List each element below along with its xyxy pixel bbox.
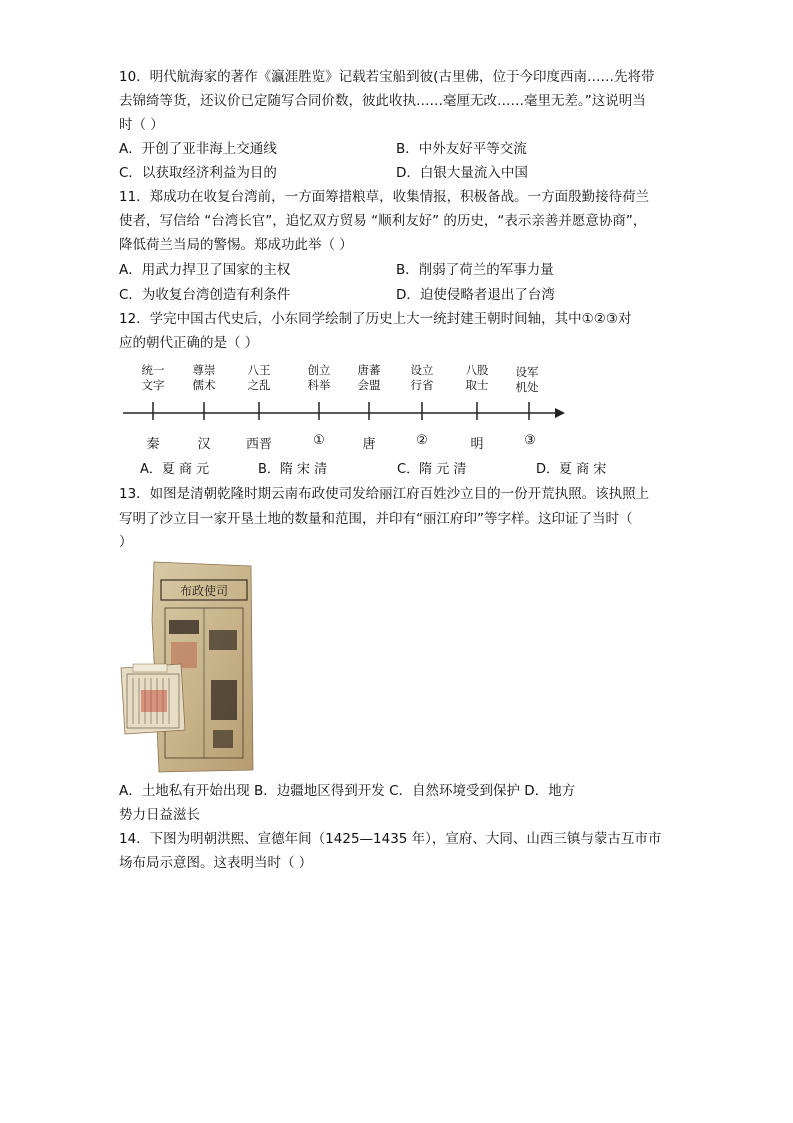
q10-stem-line3: 时（ ） xyxy=(119,117,164,133)
q11-stem-line1: 11．郑成功在收复台湾前，一方面筹措粮草，收集情报，积极备战。一方面殷勤接待荷兰 xyxy=(119,189,650,205)
timeline-event: 统一 文字 xyxy=(141,363,165,392)
q13-options-line2: 势力日益滋长 xyxy=(119,807,200,823)
q11-option-d[interactable]: D．迫使侵略者退出了台湾 xyxy=(396,287,555,303)
q10-option-a[interactable]: A．开创了亚非海上交通线 xyxy=(119,141,277,157)
q11-stem-line3: 降低荷兰当局的警惕。郑成功此举（ ） xyxy=(119,237,353,253)
q11-option-b[interactable]: B．削弱了荷兰的军事力量 xyxy=(396,262,554,278)
q11-option-c[interactable]: C．为收复台湾创造有利条件 xyxy=(119,287,291,303)
timeline-dynasty: 秦 xyxy=(146,437,160,452)
timeline-dynasty-blank-2: ② xyxy=(416,433,428,448)
q13-stem-line3: ） xyxy=(119,534,133,550)
q10-stem-line2: 去锦绮等货，还议价已定随写合同价数，彼此收执……毫厘无改……毫里无差。”这说明当 xyxy=(119,93,646,109)
timeline-arrow-icon xyxy=(555,408,565,418)
q12-option-c[interactable]: C．隋 元 清 xyxy=(397,462,467,477)
q13-stem-line2: 写明了沙立目一家开垦土地的数量和范围，并印有“丽江府印”等字样。这印证了当时（ xyxy=(119,511,633,527)
land-reclamation-license-photo xyxy=(119,560,254,773)
timeline-dynasty: 唐 xyxy=(362,437,376,452)
q14-stem-line2: 场布局示意图。这表明当时（ ） xyxy=(119,855,313,871)
q14-stem-line1: 14．下图为明朝洪熙、宣德年间（1425—1435 年），宣府、大同、山西三镇与蒙古互市市 xyxy=(119,831,662,847)
q11-option-a[interactable]: A．用武力捍卫了国家的主权 xyxy=(119,262,291,278)
timeline-event: 尊崇 儒术 xyxy=(192,363,216,392)
timeline-dynasty: 汉 xyxy=(197,437,211,452)
q12-option-a[interactable]: A．夏 商 元 xyxy=(140,462,210,477)
timeline-event: 八股 取士 xyxy=(465,363,489,392)
timeline-dynasty-blank-1: ① xyxy=(313,433,325,448)
q12-option-b[interactable]: B．隋 宋 清 xyxy=(258,462,328,477)
dynasty-timeline xyxy=(115,355,575,455)
timeline-event: 设军 机处 xyxy=(515,365,539,394)
q12-option-d[interactable]: D．夏 商 宋 xyxy=(536,462,607,477)
q10-option-c[interactable]: C．以获取经济利益为目的 xyxy=(119,165,277,181)
timeline-dynasty: 西晋 xyxy=(245,437,272,452)
q12-stem-line2: 应的朝代正确的是（ ） xyxy=(119,335,259,351)
svg-text:布政使司: 布政使司 xyxy=(179,584,229,598)
timeline-dynasty: 明 xyxy=(470,437,484,452)
q10-option-d[interactable]: D．白银大量流入中国 xyxy=(396,165,528,181)
timeline-event: 八王 之乱 xyxy=(247,363,271,392)
q10-stem-line1: 10．明代航海家的著作《瀛涯胜览》记载若宝船到彼(古里佛，位于今印度西南……先将带 xyxy=(119,69,655,85)
timeline-dynasty-blank-3: ③ xyxy=(524,433,536,448)
q13-stem-line1: 13．如图是清朝乾隆时期云南布政使司发给丽江府百姓沙立目的一份开荒执照。该执照上 xyxy=(119,486,650,502)
timeline-event: 设立 行省 xyxy=(410,363,434,392)
q10-option-b[interactable]: B．中外友好平等交流 xyxy=(396,141,527,157)
q11-stem-line2: 使者，写信给 “台湾长官”，追忆双方贸易 “顺利友好” 的历史，“表示亲善并愿意协商”， xyxy=(119,213,647,229)
q12-stem-line1: 12．学完中国古代史后，小东同学绘制了历史上大一统封建王朝时间轴，其中①②③对 xyxy=(119,311,632,327)
timeline-event: 唐蕃 会盟 xyxy=(357,363,381,392)
q13-options-line1[interactable]: A．土地私有开始出现 B．边疆地区得到开发 C．自然环境受到保护 D．地方 xyxy=(119,783,576,799)
timeline-event: 创立 科举 xyxy=(307,363,331,392)
